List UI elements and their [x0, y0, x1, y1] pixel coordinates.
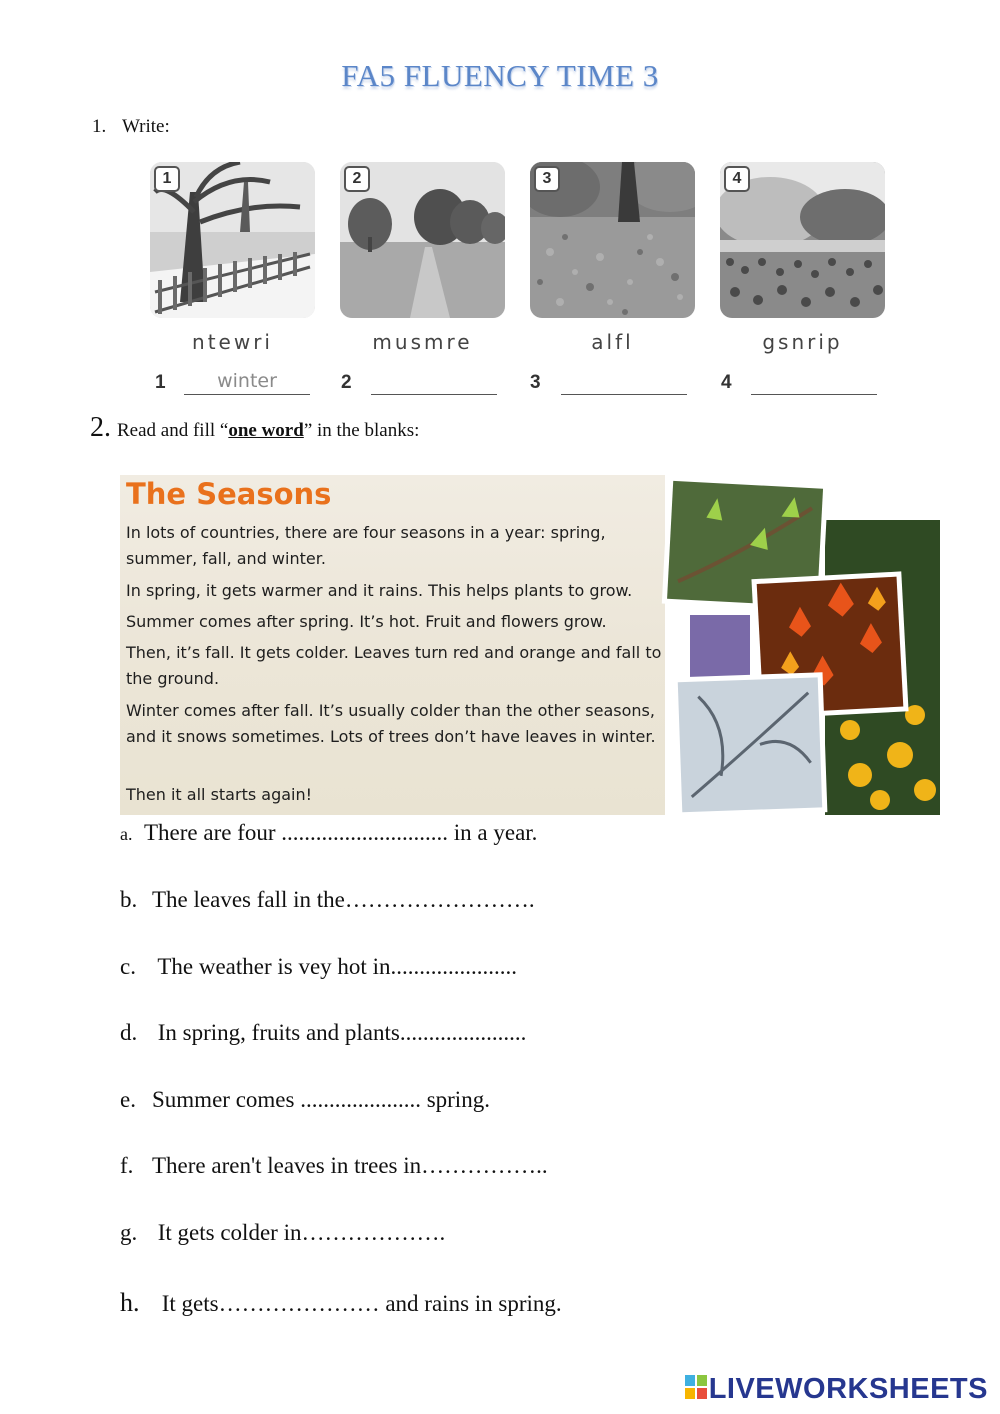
scrambled-word: ntewri — [192, 330, 273, 354]
answer-field-1[interactable]: winter — [184, 370, 310, 395]
exercise-2-instruction — [90, 412, 419, 444]
photo-badge: 1 — [154, 166, 180, 192]
exercise-2-number: 2. — [90, 412, 111, 443]
question-text: It gets colder in………………. — [152, 1220, 446, 1245]
question-text: Summer comes ..................... spring. — [152, 1087, 490, 1112]
answer-field-2[interactable] — [371, 370, 497, 395]
reading-paragraph: Winter comes after fall. It’s usually colder than the other seasons, and it snows sometimes. Lots of trees don’t have leaves in winter. — [126, 701, 656, 746]
question-f — [120, 1153, 548, 1179]
page-title: FA5 FLUENCY TIME 3 — [341, 58, 659, 93]
question-label: e. — [120, 1087, 136, 1112]
reading-paragraph: In lots of countries, there are four seasons in a year: spring, summer, fall, and winter. — [126, 523, 606, 568]
photo-badge: 2 — [344, 166, 370, 192]
question-b — [120, 887, 535, 913]
liveworksheets-logo-icon — [685, 1374, 707, 1407]
reading-paragraph: Then, it’s fall. It gets colder. Leaves turn red and orange and fall to the ground. — [126, 643, 662, 688]
question-label: f. — [120, 1153, 134, 1178]
question-g — [120, 1220, 445, 1246]
question-d — [120, 1020, 526, 1046]
seasons-collage-image — [660, 475, 940, 815]
question-c — [120, 954, 517, 980]
reading-paragraph: In spring, it gets warmer and it rains. This helps plants to grow. — [126, 581, 633, 600]
answer-number: 4 — [721, 372, 732, 393]
question-text: It gets………………… and rains in spring. — [156, 1291, 562, 1316]
question-label: d. — [120, 1020, 138, 1045]
autumn-leaves-photo — [530, 162, 695, 318]
snowy-park-photo — [150, 162, 315, 318]
question-text: The leaves fall in the……………………. — [152, 887, 535, 912]
brand-name: LIVEWORKSHEETS — [708, 1373, 988, 1405]
answer-number: 3 — [530, 372, 541, 393]
question-text: There aren't leaves in trees in…………….. — [152, 1153, 548, 1178]
scrambled-word: musmre — [372, 330, 473, 354]
scrambled-word: alfl — [591, 330, 634, 354]
reading-heading: The Seasons — [126, 477, 332, 511]
summer-field-photo — [340, 162, 505, 318]
photo-badge: 3 — [534, 166, 560, 192]
question-a — [120, 820, 537, 846]
exercise-1-text: Write: — [122, 116, 170, 137]
answer-field-4[interactable] — [751, 370, 877, 395]
question-text: In spring, fruits and plants...................... — [152, 1020, 527, 1045]
answer-number: 1 — [155, 372, 166, 393]
question-label: h. — [120, 1288, 140, 1317]
question-text: There are four ............................. in a year. — [144, 820, 538, 845]
exercise-1-number: 1. — [92, 116, 107, 137]
reading-paragraph: Summer comes after spring. It’s hot. Fruit and flowers grow. — [126, 612, 607, 631]
spring-flowers-photo — [720, 162, 885, 318]
answer-number: 2 — [341, 372, 352, 393]
question-label: g. — [120, 1220, 138, 1245]
exercise-1-instruction — [92, 116, 170, 138]
instruction-text: Read and fill “ — [117, 420, 229, 441]
instruction-emphasis: one word — [228, 420, 304, 441]
photo-badge: 4 — [724, 166, 750, 192]
reading-passage — [120, 475, 665, 815]
question-label: c. — [120, 954, 136, 979]
question-label: a. — [120, 824, 133, 844]
question-text: The weather is vey hot in...................... — [152, 954, 517, 979]
reading-paragraph: Then it all starts again! — [126, 785, 313, 804]
scrambled-word: gsnrip — [762, 330, 843, 354]
instruction-text: ” in the blanks: — [303, 420, 420, 441]
answer-field-3[interactable] — [561, 370, 687, 395]
liveworksheets-logo — [685, 1373, 988, 1407]
question-e — [120, 1087, 490, 1113]
question-label: b. — [120, 887, 138, 912]
question-h — [120, 1288, 562, 1318]
